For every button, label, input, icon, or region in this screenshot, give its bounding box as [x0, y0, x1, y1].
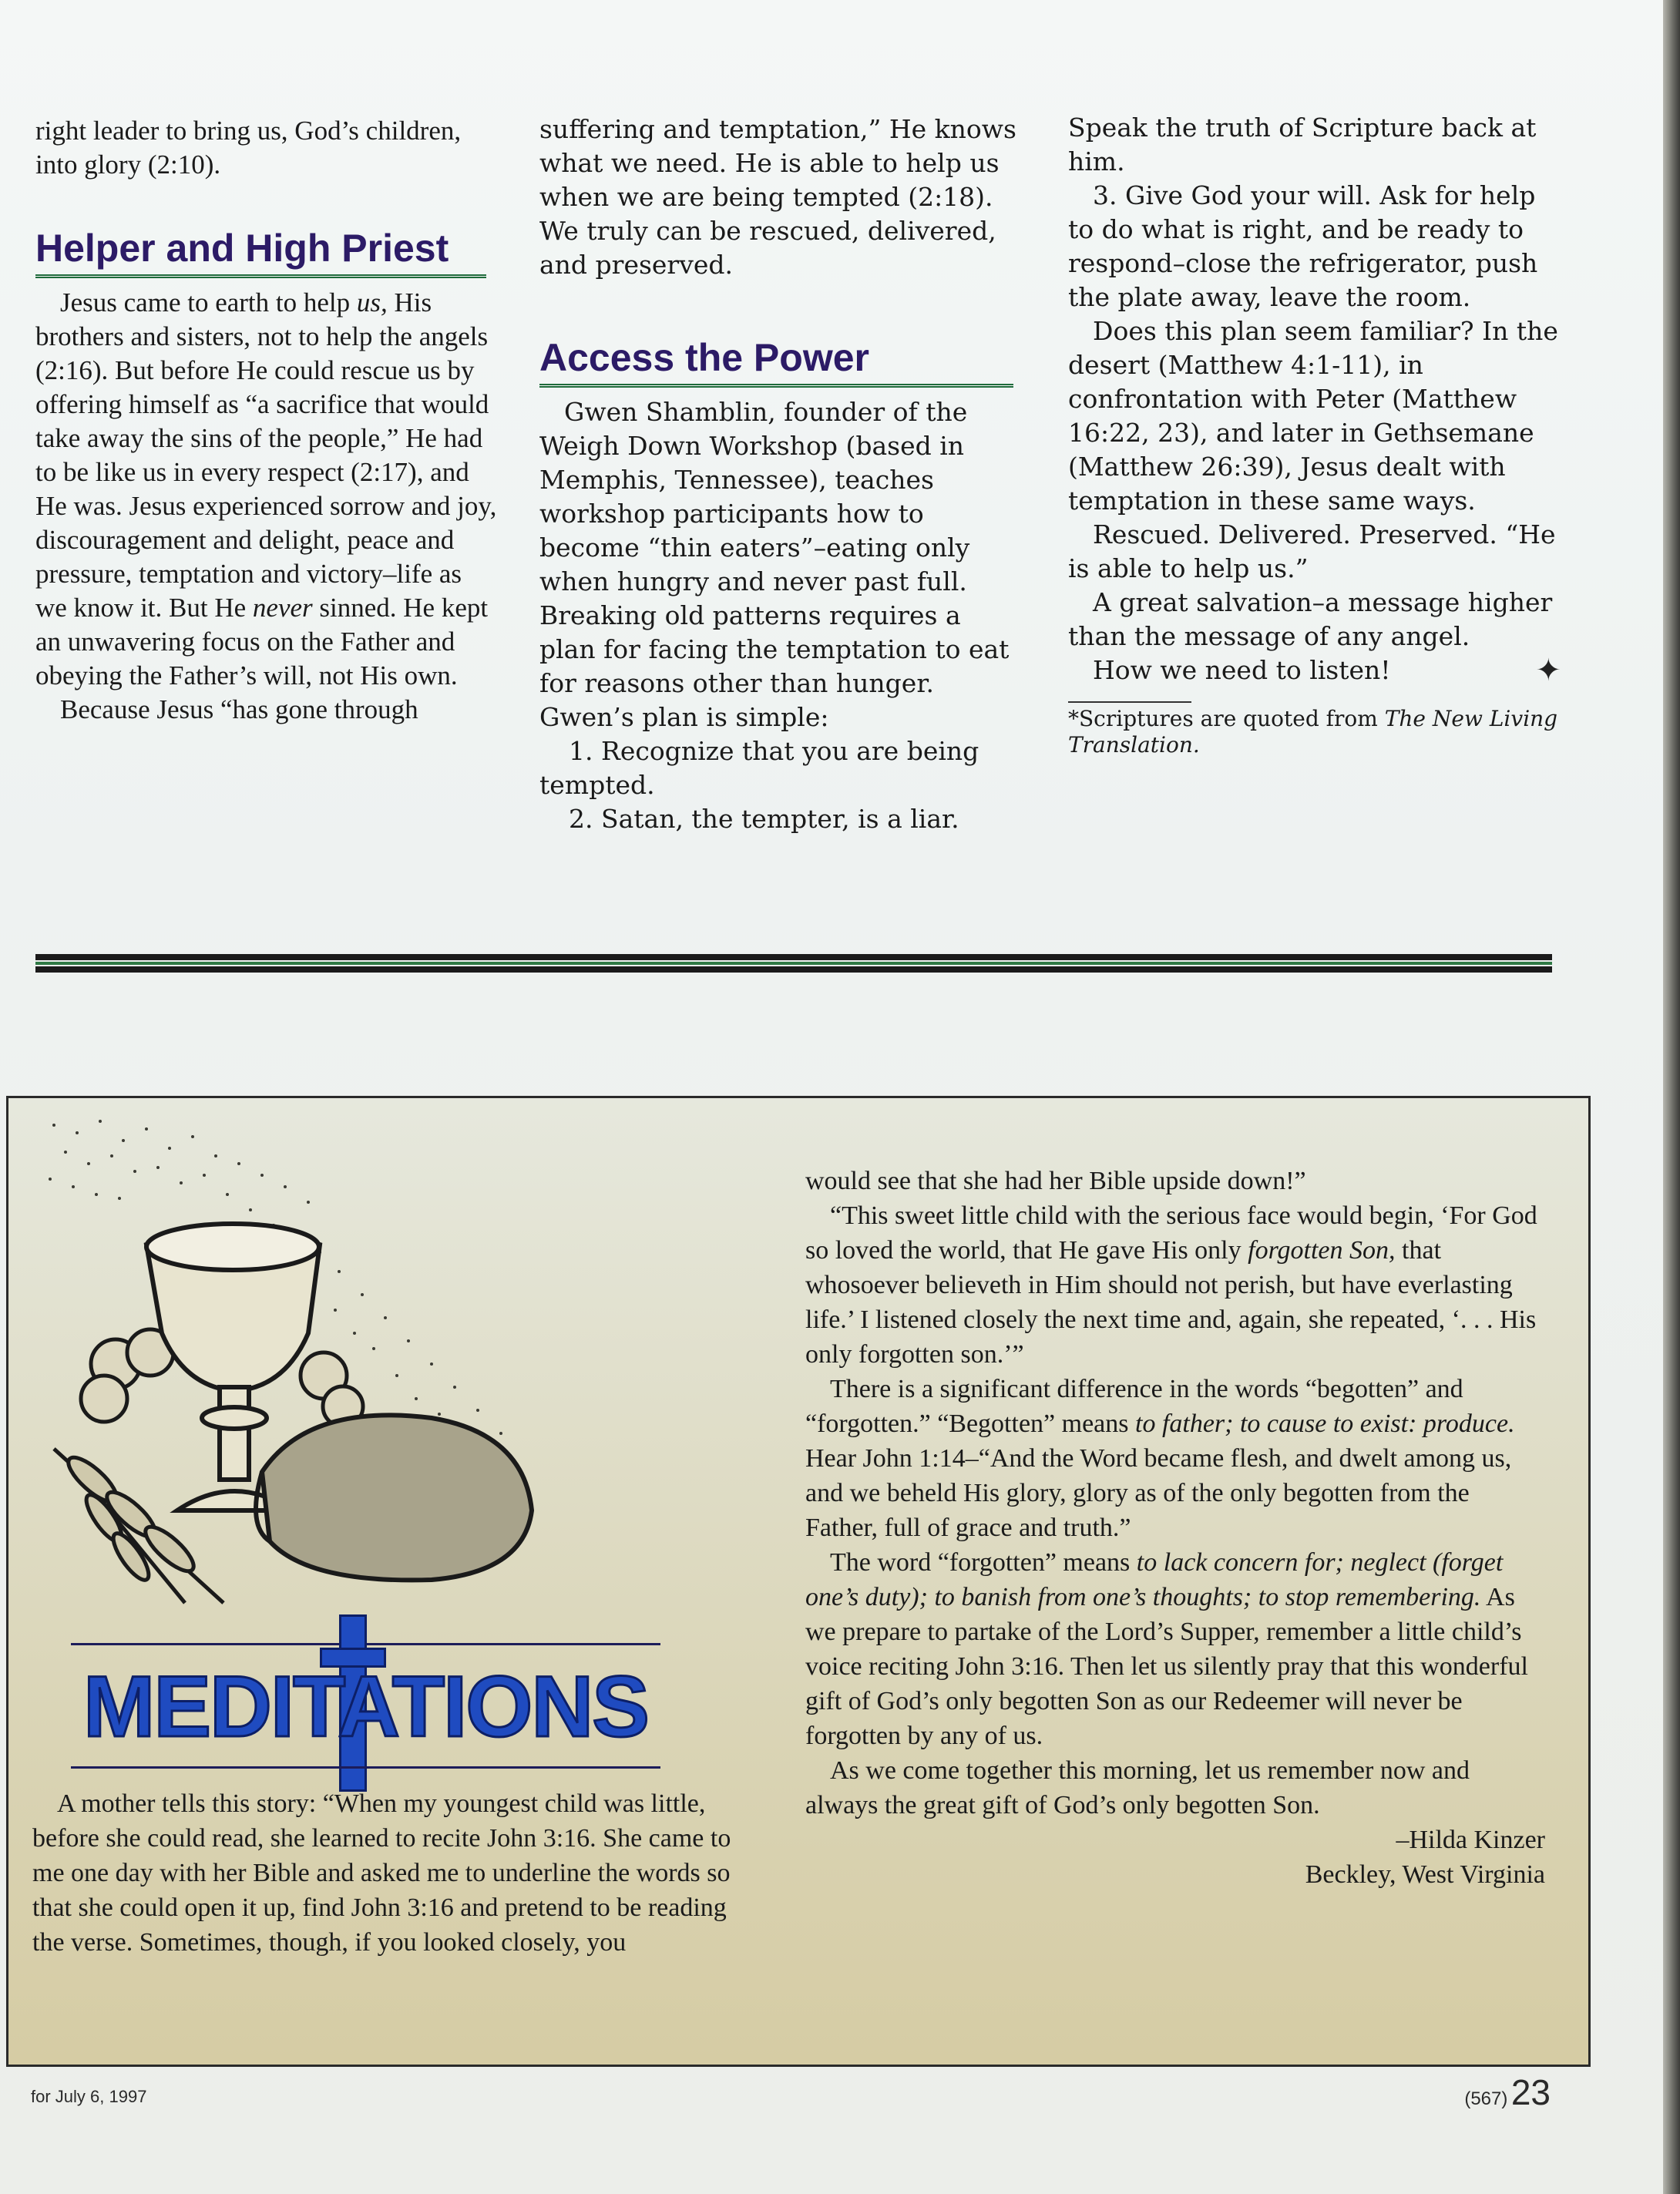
page-edge [1663, 0, 1680, 2194]
col1-paragraph-1: right leader to bring us, God’s children, into glory (2:10). [35, 116, 462, 180]
col2-paragraph-2: Gwen Shamblin, founder of the Weigh Down Workshop (based in Memphis, Tennessee), teaches workshop participants how to become “thin eaters”–eating only when hungry and never past full. Breaking old patterns requires a plan for facing the temptation to eat for reasons other than hunger. Gwen’s plan is simple: [539, 397, 1010, 732]
wheat-stalks [54, 1449, 223, 1603]
page-number: 23 [1510, 2072, 1551, 2112]
heading-access-the-power: Access the Power [539, 336, 1013, 388]
page-number-group [1464, 2071, 1551, 2113]
article-column-3 [1068, 111, 1561, 758]
col3-paragraph-6: How we need to listen! ✦ [1093, 653, 1561, 688]
meditations-logo: MEDITATIONS [83, 1658, 648, 1755]
page-code: (567) [1464, 2088, 1508, 2109]
meditations-left-column [32, 1786, 741, 1960]
meditation-paragraph-5: The word “forgotten” means to lack concern for; neglect (forget one’s duty); to banish from one’s thoughts; to stop remembering. As we prepare to partake of the Lord’s Supper, remember a little child’s voice reciting John 3:16. Then let us silently pray that this wonderful gift of God’s only begotten Son as our Redeemer will never be forgotten by any of us. [805, 1548, 1528, 1750]
end-mark-icon: ✦ [1535, 653, 1561, 688]
heading-helper-high-priest: Helper and High Priest [35, 227, 486, 278]
communion-illustration [31, 1110, 586, 1611]
col2-list-item-1: 1. Recognize that you are being tempted. [539, 736, 979, 800]
meditations-right-column [805, 1164, 1545, 1892]
col3-paragraph-3: Does this plan seem familiar? In the desert (Matthew 4:1-11), in confrontation with Peter (Matthew 16:22, 23), and later in Gethsemane (Matthew 26:39), Jesus dealt with temptation in these same ways. [1068, 316, 1558, 516]
meditation-paragraph-1: A mother tells this story: “When my youngest child was little, before she could read, she learned to recite John 3:16. She came to me one day with her Bible and asked me to underline the words so that she could open it up, find John 3:16 and pretend to be reading the verse. Sometimes, though, if you looked closely, you [32, 1789, 731, 1957]
logo-rule-bottom [71, 1766, 660, 1769]
author-name: –Hilda Kinzer [1396, 1826, 1545, 1854]
col1-paragraph-2: Jesus came to earth to help us, His brothers and sisters, not to help the angels (2:16). But before He could rescue us by offering himself as “a sacrifice that would take away the sins of the people,” He had to be like us in every respect (2:17), and He was. Jesus experienced sorrow and joy, discouragement and delight, peace and pressure, temptation and victory–life as we know it. But He never sinned. He kept an unwavering focus on the Father and obeying the Father’s will, not His own. [35, 287, 497, 690]
col3-paragraph-1: Speak the truth of Scripture back at him. [1068, 113, 1537, 176]
meditation-paragraph-2: would see that she had her Bible upside down!” [805, 1167, 1306, 1195]
meditation-paragraph-4: There is a significant difference in the words “begotten” and “forgotten.” “Begotten” means to father; to cause to exist: produce. Hear John 1:14–“And the Word became flesh, and dwelt among us, and we beheld His glory, glory as of the only begotten from the Father, full of grace and truth.” [805, 1375, 1515, 1542]
meditation-paragraph-6: As we come together this morning, let us remember now and always the great gift of God’s only begotten Son. [805, 1756, 1470, 1819]
issue-date: for July 6, 1997 [31, 2087, 147, 2106]
col3-list-item-3: 3. Give God your will. Ask for help to do what is right, and be ready to respond–close the refrigerator, push the plate away, leave the room. [1068, 180, 1538, 312]
bread-loaf [256, 1415, 532, 1580]
section-divider [35, 954, 1552, 973]
meditation-paragraph-3: “This sweet little child with the serious face would begin, ‘For God so loved the world, that He gave His only forgotten Son, that whosoever believeth in Him should not perish, but have everlasting life.’ I listened closely the next time and, again, she repeated, ‘. . . His only forgotten son.’” [805, 1201, 1537, 1369]
article-column-1 [35, 114, 498, 727]
footnote: *Scriptures are quoted from The New Living Translation. [1068, 706, 1558, 758]
col1-paragraph-3: Because Jesus “has gone through [60, 694, 418, 724]
author-location: Beckley, West Virginia [1305, 1860, 1545, 1889]
article-column-2 [539, 113, 1017, 836]
col3-paragraph-5: A great salvation–a message higher than the message of any angel. [1068, 587, 1553, 651]
col2-paragraph-1: suffering and temptation,” He knows what we need. He is able to help us when we are being tempted (2:18). We truly can be rescued, delivered, and preserved. [539, 114, 1016, 280]
col3-paragraph-4: Rescued. Delivered. Preserved. “He is able to help us.” [1068, 519, 1556, 583]
col2-list-item-2: 2. Satan, the tempter, is a liar. [569, 804, 959, 834]
footnote-rule [1068, 701, 1191, 703]
